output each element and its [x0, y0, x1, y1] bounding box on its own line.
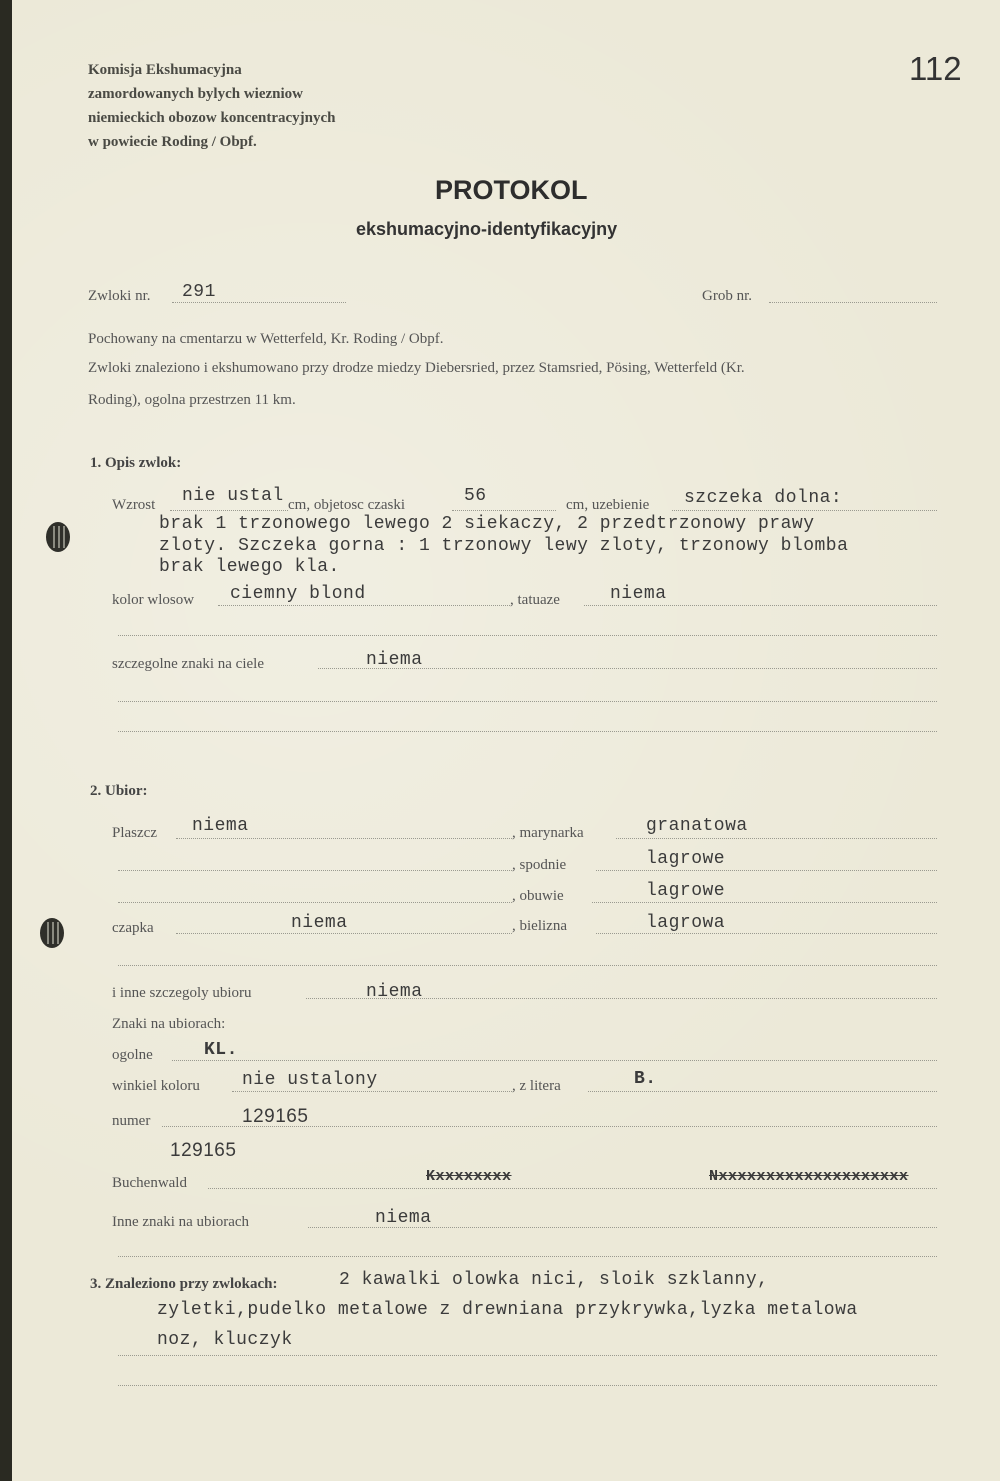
plaszcz-line: [176, 838, 512, 839]
ogolne-label: ogolne: [112, 1047, 153, 1063]
wzrost-line: [170, 510, 288, 511]
czapka-value: niema: [291, 913, 348, 933]
czapka-line: [176, 933, 512, 934]
header-line: w powiecie Roding / Obpf.: [88, 134, 257, 150]
bielizna-label: , bielizna: [512, 918, 567, 934]
tatuaze-value: niema: [610, 584, 667, 604]
marynarka-label: , marynarka: [512, 825, 584, 841]
czaszka-value: 56: [464, 486, 487, 506]
document-title: PROTOKOL: [435, 175, 588, 205]
inne-znaki-value: niema: [375, 1208, 432, 1228]
uzebienie-line: [672, 510, 937, 511]
grob-line: [769, 302, 937, 303]
spodnie-value: lagrowe: [646, 849, 726, 869]
buchenwald-label: Buchenwald: [112, 1175, 187, 1191]
header-commission: [88, 58, 335, 154]
blank-line: [118, 701, 937, 702]
blank-line: [118, 1256, 937, 1257]
struck-text: Nxxxxxxxxxxxxxxxxxxxx: [709, 1168, 909, 1185]
marynarka-line: [616, 838, 937, 839]
winkiel-value: nie ustalony: [242, 1070, 378, 1090]
litera-value: B.: [634, 1069, 657, 1089]
litera-label: , z litera: [512, 1078, 561, 1094]
winkiel-line: [232, 1091, 512, 1092]
inne-znaki-label: Inne znaki na ubiorach: [112, 1214, 250, 1230]
page-number: 112: [909, 50, 962, 87]
obuwie-value: lagrowe: [646, 881, 726, 901]
found-item-line: noz, kluczyk: [157, 1330, 293, 1350]
grob-label: Grob nr.: [702, 288, 752, 304]
inne-label: i inne szczegoly ubioru: [112, 985, 252, 1001]
plaszcz-label: Plaszcz: [112, 825, 157, 841]
section2-heading: 2. Ubior:: [90, 783, 148, 799]
czapka-label: czapka: [112, 920, 154, 936]
zwloki-label: Zwloki nr.: [88, 288, 151, 304]
spodnie-line: [596, 870, 937, 871]
pochowany-text: Pochowany na cmentarzu w Wetterfeld, Kr. Roding / Obpf.: [88, 331, 444, 347]
blank-line: [118, 870, 512, 871]
obuwie-line: [592, 902, 937, 903]
plaszcz-value: niema: [192, 816, 249, 836]
blank-line: [118, 965, 937, 966]
znaleziono-line1: Zwloki znaleziono i ekshumowano przy drodze miedzy Diebersried, przez Stamsried, Pösing, Wetterfeld (Kr.: [88, 360, 745, 376]
kolor-label: kolor wlosow: [112, 592, 195, 608]
teeth-line: zloty. Szczeka gorna : 1 trzonowy lewy zloty, trzonowy blomba: [159, 536, 849, 556]
litera-line: [588, 1091, 937, 1092]
kolor-value: ciemny blond: [230, 584, 366, 604]
kolor-line: [218, 605, 510, 606]
zwloki-value: 291: [182, 282, 216, 302]
section1-heading: 1. Opis zwlok:: [90, 455, 182, 471]
teeth-line: brak lewego kla.: [159, 557, 340, 577]
uzebienie-value: szczeka dolna:: [684, 488, 843, 508]
blank-line: [118, 635, 937, 636]
cm-label: cm, objetosc czaski: [288, 497, 406, 513]
bielizna-line: [596, 933, 937, 934]
czaszka-line: [452, 510, 556, 511]
header-line: zamordowanych bylych wiezniow: [88, 86, 303, 102]
uzebienie-label: cm, uzebienie: [566, 497, 650, 513]
znaki-label: szczegolne znaki na ciele: [112, 656, 264, 672]
found-item-line: zyletki,pudelko metalowe z drewniana przykrywka,lyzka metalowa: [157, 1300, 858, 1320]
znaki-ubiorach-label: Znaki na ubiorach:: [112, 1016, 226, 1032]
document-page: [12, 0, 1000, 1481]
blank-line: [118, 1355, 937, 1356]
znaleziono-line2: Roding), ogolna przestrzen 11 km.: [88, 392, 296, 408]
ogolne-line: [172, 1060, 937, 1061]
zwloki-line: [172, 302, 346, 303]
winkiel-label: winkiel koloru: [112, 1078, 200, 1094]
numer-value: 129165: [242, 1106, 309, 1127]
numer-value-handwritten: 129165: [170, 1140, 237, 1161]
znaki-value: niema: [366, 650, 423, 670]
found-item-line: 2 kawalki olowka nici, sloik szklanny,: [339, 1270, 769, 1290]
buchenwald-line: [208, 1188, 937, 1189]
document-subtitle: ekshumacyjno-identyfikacyjny: [356, 219, 618, 239]
wzrost-label: Wzrost: [112, 497, 156, 513]
blank-line: [118, 902, 512, 903]
section3-heading: 3. Znaleziono przy zwlokach:: [90, 1276, 278, 1292]
inne-value: niema: [366, 982, 423, 1002]
marynarka-value: granatowa: [646, 816, 748, 836]
struck-text: Kxxxxxxxx: [426, 1168, 512, 1185]
numer-label: numer: [112, 1113, 151, 1129]
tatuaze-label: , tatuaze: [510, 592, 560, 608]
teeth-line: brak 1 trzonowego lewego 2 siekaczy, 2 przedtrzonowy prawy: [159, 514, 815, 534]
blank-line: [118, 731, 937, 732]
header-line: Komisja Ekshumacyjna: [88, 62, 242, 78]
header-line: niemieckich obozow koncentracyjnych: [88, 110, 336, 126]
wzrost-value: nie ustal: [182, 486, 284, 506]
obuwie-label: , obuwie: [512, 888, 564, 904]
punch-hole: [40, 918, 64, 948]
ogolne-value: KL.: [204, 1040, 238, 1060]
blank-line: [118, 1385, 937, 1386]
bielizna-value: lagrowa: [646, 913, 726, 933]
spodnie-label: , spodnie: [512, 857, 567, 873]
punch-hole: [46, 522, 70, 552]
tatuaze-line: [584, 605, 937, 606]
